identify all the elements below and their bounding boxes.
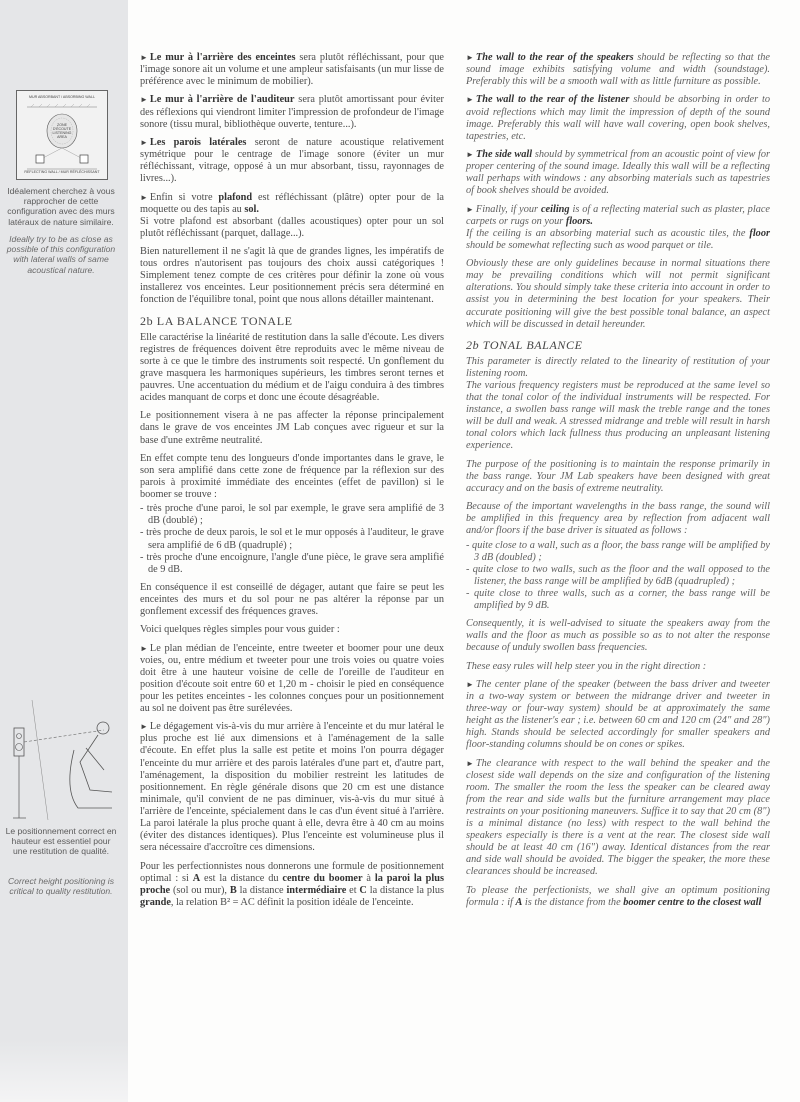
- fr-rule-rear-listener: ► Le mur à l'arrière de l'auditeur sera plutôt amortissant pour éviter des réflexions qui viendront limiter l'impression de profondeur de l'image sonore (tissu mural, bibliothèque ouverte, tenture...).: [140, 94, 444, 130]
- en-paragraph: Because of the important wavelengths in the bass range, the sound will be amplified in this frequency area by reflection from adjacent wall and/or floors if the base driver is situated as follows :: [466, 501, 770, 537]
- en-paragraph: This parameter is directly related to the linearity of restitution of your listening room. The various frequency registers must be reproduced at the same level so that the tonal color of the individual instruments will be respected. For instance, a swollen bass range will mask the treble range and the tones will be dull and weak. A stressed midrange and treble will result in harsh tonal colors which lack fullness thus producing an unpleasant listening experience.: [466, 355, 770, 452]
- sidebar-note-fr-2: Le positionnement correct en hauteur est essentiel pour une restitution de qualité.: [5, 826, 117, 857]
- fr-formula: Pour les perfectionnistes nous donnerons une formule de positionnement optimal : si A est la distance du centre du boomer à la paroi la plus proche (sol ou mur), B la distance intermédiaire et C la distance la plus grande, la relation B² = AC définit la position idéale de l'enceinte.: [140, 860, 444, 908]
- fr-rule-rear-speakers: ► Le mur à l'arrière des enceintes sera plutôt réfléchissant, pour que l'image sonore ait un volume et une ampleur satisfaisants (un mur lisse de préférence avec le minimum de mobilier).: [140, 52, 444, 88]
- fr-paragraph: Le positionnement visera à ne pas affecter la réponse principalement dans le grave de vos enceintes JM Lab conçues avec rigueur et sur la base d'une extrême neutralité.: [140, 410, 444, 446]
- fr-list: [140, 503, 444, 576]
- fr-paragraph: En conséquence il est conseillé de dégager, autant que faire se peut les enceintes des murs et du sol pour ne pas altérer la réponse par un gonflement excessif des fréquences graves.: [140, 581, 444, 617]
- fr-rule-side-walls: ► Les parois latérales seront de nature acoustique relativement symétrique pour le centrage de l'image sonore (éviter un mur réfléchissant, vitrage, opposé à un mur absorbant, tissu, rayonnages de livres...).: [140, 136, 444, 185]
- fr-summary: Bien naturellement il ne s'agit là que de grandes lignes, les impératifs de tous ordres n'autorisent pas toujours des choix aussi catégoriques ! Simplement tenez compte de ces critères pour définir la zone où vous installerez vos enceintes. Leur positionnement précis sera déterminé en fonction de l'équilibre tonal, point que nous allons détailler maintenant.: [140, 246, 444, 306]
- sidebar-note-fr-1: Idéalement cherchez à vous rapprocher de cette configuration avec des murs latéraux de nature similaire.: [7, 186, 115, 227]
- sidebar-note-en-1: Ideally try to be as close as possible of this configuration with lateral walls of same acoustical nature.: [6, 234, 116, 275]
- fr-rule-height: ► Le plan médian de l'enceinte, entre tweeter et boomer pour une deux voies, ou, entre médium et tweeter pour une trois voies ou quatre voies doit être à une hauteur voisine de celle de l'oreille de l'auditeur en position d'écoute soit entre 60 et 1,20 m - choisir le pied en conséquence pour les petites enceintes - les colonnes conçues pour un positionnement au sol ne doivent pas être surélevées.: [140, 642, 444, 714]
- en-paragraph: The purpose of the positioning is to maintain the response primarily in the bass range. Your JM Lab speakers have been designed with great accuracy and on the basis of extreme neutrality.: [466, 458, 770, 494]
- fr-section-heading: 2b LA BALANCE TONALE: [140, 313, 293, 328]
- en-rule-side-wall: ► The side wall should by symmetrical from an acoustic point of view for proper centering of the sound image. Ideally this wall will be a reflecting wall perhaps with windows : any absorbing materials such as tapestries of book shelves should be avoided.: [466, 149, 770, 197]
- list-item: - très proche de deux parois, le sol et le mur opposés à l'auditeur, le grave sera amplifié de 6 dB (quadruplé) ;: [140, 527, 444, 551]
- english-column: [466, 52, 770, 915]
- en-rule-ceiling: ► Finally, if your ceiling is of a reflecting material such as plaster, place carpets or rugs on your floors. If the ceiling is an absorbing material such as acoustic tiles, the floor should be somewhat reflecting such as wood parquet or tile.: [466, 203, 770, 251]
- diagram-label-zone: ZONE D'ÉCOUTE LISTENING AREA: [52, 123, 72, 139]
- list-item: - quite close to three walls, such as a corner, the bass range will be amplified by 9 dB.: [466, 587, 770, 611]
- fr-rule-clearance: ► Le dégagement vis-à-vis du mur arrière à l'enceinte et du mur latéral le plus proche est lié aux dimensions et à l'aménagement de la salle d'écoute. En effet plus la salle est petite et moins l'on pourra dégager l'enceinte du mur arrière et des parois latérales d'une part et, d'autre part, l'aménagement, la disposition du mobilier restreint les latitudes de positionnement. En règle générale disons que 20 cm est une distance minimale, qu'il convient de ne pas diminuer, vis-à-vis du mur situé à l'arrière de l'enceinte, spécialement dans le cas d'un évent situé à l'arrière. La paroi latérale la plus proche quant à elle, devra être à 40 cm au moins (éviter des distances identiques). Plus l'enceinte est volumineuse plus il sera nécessaire d'accroître ces dimensions.: [140, 721, 444, 854]
- en-list: [466, 540, 770, 613]
- sidebar-note-en-2: Correct height positioning is critical to quality restitution.: [7, 876, 115, 897]
- list-item: - quite close to a wall, such as a floor, the bass range will be amplified by 3 dB (doubled) ;: [466, 539, 770, 563]
- diagram-label-top: MUR ABSORBANT / ABSORBING WALL: [29, 95, 95, 99]
- diagram-label-bottom: REFLECTING WALL / MUR RÉFLÉCHISSANT: [24, 170, 100, 174]
- french-column: [140, 52, 444, 915]
- fr-paragraph: En effet compte tenu des longueurs d'onde importantes dans le grave, le son sera amplifié dans cette zone de fréquence par la réflexion sur des parois à proximité immédiate des enceintes (effet de pavillon) si le boomer se trouve :: [140, 452, 444, 501]
- fr-paragraph: Voici quelques règles simples pour vous guider :: [140, 624, 340, 636]
- en-rule-rear-listener: ► The wall to the rear of the listener should be absorbing in order to avoid reflections which may limit the impression of depth of the sound image. Preferably this wall will have wall covering, open book shelves, tapestries, etc.: [466, 94, 770, 142]
- fr-rule-ceiling: ► Enfin si votre plafond est réfléchissant (plâtre) opter pour de la moquette ou des tapis au sol. Si votre plafond est absorbant (dalles acoustiques) opter pour un sol plutôt réfléchissant (parquet, dallage...).: [140, 191, 445, 239]
- en-section-heading: 2b TONAL BALANCE: [466, 337, 583, 352]
- listener-height-illustration: [8, 690, 118, 830]
- sidebar-fade: [0, 1040, 128, 1102]
- en-rule-rear-speakers: ► The wall to the rear of the speakers should be reflecting so that the sound image exhibits satisfying volume and width (soundstage). Preferably this will be a smooth wall with as little furniture as possible.: [466, 52, 770, 88]
- sidebar: [0, 0, 128, 1102]
- fr-paragraph: Elle caractérise la linéarité de restitution dans la salle d'écoute. Les divers registres de fréquences doivent être reproduits avec le même niveau de sorte à ce que le timbre des instruments soit respecté. Un gonflement du grave masquera les harmoniques supérieurs, les timbres seront ternes et pauvres. Une accentuation du médium et de l'aigu conduira à des timbres acides manquant de corps et donc une écoute désagréable.: [140, 331, 444, 404]
- en-paragraph: Consequently, it is well-advised to situate the speakers away from the walls and the floor as much as possible so as to not alter the response because of unduly swollen bass frequencies.: [466, 618, 770, 654]
- en-formula: To please the perfectionists, we shall give an optimum positioning formula : if A is the distance from the boomer centre to the closest wall: [466, 884, 770, 908]
- en-rule-height: ► The center plane of the speaker (between the bass driver and tweeter in a two-way system or between the midrange driver and tweeter in three-way or four-way system) should be at approximately the same height as the listener's ear ; i.e. between 60 cm and 120 cm (24" and 28") high. Stands should be selected accordingly for smaller speakers and floor-standing columns should be on cones or spikes.: [466, 678, 770, 751]
- list-item: - très proche d'une encoignure, l'angle d'une pièce, le grave sera amplifié de 9 dB.: [140, 551, 444, 575]
- en-rule-clearance: ► The clearance with respect to the wall behind the speaker and the closest side wall depends on the size and configuration of the listening room. The smaller the room the less the speaker can be cleared away from the rear and side walls but the furniture arrangement may place restraints on your positioning maneuvers. Suffice it to say that 20 cm (8") is a minimal distance (no less) with respect to the wall behind the speakers especially is there is a vent at the rear. The closest side wall should be at least 40 cm (16") away. Identical distances from the rear and side wall should be avoided. The bigger the speaker, the more these clearances should be increased.: [466, 757, 770, 878]
- room-diagram: [16, 90, 108, 180]
- en-paragraph: These easy rules will help steer you in the right direction :: [466, 660, 707, 672]
- list-item: - très proche d'une paroi, le sol par exemple, le grave sera amplifié de 3 dB (doublé) ;: [140, 503, 444, 527]
- en-summary: Obviously these are only guidelines because in normal situations there may be prevailing conditions which will not permit significant alterations. You should simply take these criteria into account in order to assist you in determining the best location for your speakers. Their accurate positioning will give the best possible tonal balance, an aspect which will be discussed in detail hereunder.: [466, 258, 770, 330]
- list-item: - quite close to two walls, such as the floor and the wall opposed to the listener, the bass range will be amplified by 6dB (quadrupled) ;: [466, 563, 770, 587]
